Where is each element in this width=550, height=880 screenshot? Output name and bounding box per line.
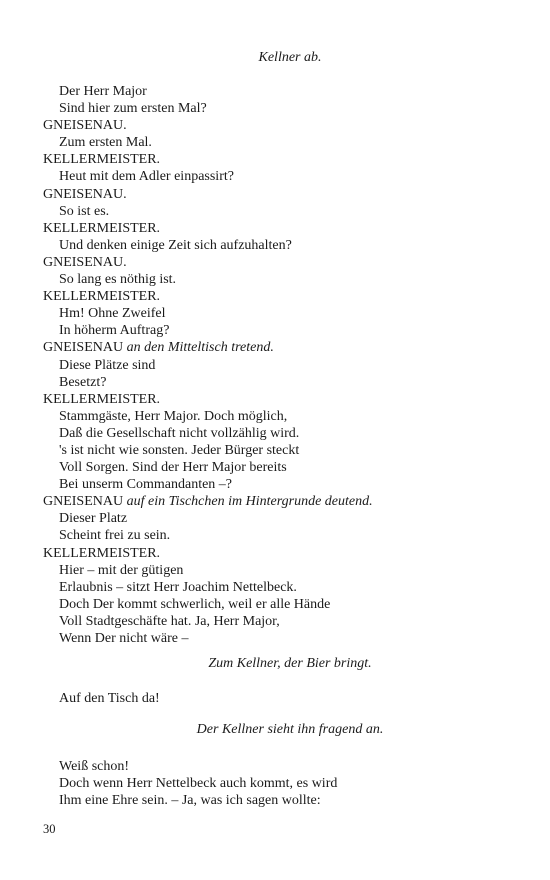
verse-text: So lang es nöthig ist. [59,272,177,288]
verse-line [43,425,523,442]
verse-line: Doch wenn Herr Nettelbeck auch kommt, es wird [59,776,338,792]
verse-text: Der Herr Major [59,84,147,99]
verse-text: Und denken einige Zeit sich aufzuhalten? [59,237,292,253]
verse-text: Bei unserm Commandanten –? [59,477,233,493]
verse-text: Daß die Gesellschaft nicht vollzählig wird. [59,425,300,441]
verse-text: Heut mit dem Adler einpassirt? [59,169,234,185]
verse-text: Diese Plätze sind [59,357,156,373]
verse-text: So ist es. [59,203,110,219]
speaker-label: KELLERMEISTER. [43,152,161,168]
speaker-name [43,339,523,356]
verse-line [43,476,523,493]
speaker-label: GNEISENAU. [43,254,127,270]
verse-line [43,322,523,339]
verse-line [43,459,523,476]
verse-line [43,442,523,459]
verse-text: 's ist nicht wie sonsten. Jeder Bürger steckt [59,442,300,458]
stage-direction-kellner-fragend: Der Kellner sieht ihn fragend an. [196,722,384,737]
speaker-name [43,254,523,271]
verse-line [43,168,523,185]
speaker-name [43,220,523,237]
page-number: 30 [43,822,56,836]
verse-text: Besetzt? [59,374,107,390]
verse-line [43,134,523,151]
verse-text: Voll Stadtgeschäfte hat. Ja, Herr Major, [59,613,280,629]
verse-line: Auf den Tisch da! [59,691,160,706]
speaker-name [43,186,523,203]
verse-line [43,408,523,425]
speaker-label: GNEISENAU. [43,186,127,202]
verse-line [43,527,523,544]
speaker-name [43,117,523,134]
dialogue-tail [59,758,337,809]
stage-direction-zum-kellner: Zum Kellner, der Bier bringt. [208,656,372,671]
dialogue-block [43,83,523,647]
verse-line [43,203,523,220]
verse-line [43,357,523,374]
verse-line [43,374,523,391]
speaker-label: GNEISENAU. [43,118,127,134]
verse-text: Hier – mit der gütigen [59,562,184,578]
verse-text: Scheint frei zu sein. [59,528,171,544]
stage-direction-kellner-ab: Kellner ab. [258,50,322,65]
speaker-label: GNEISENAU [43,340,124,356]
verse-text: Wenn Der nicht wäre – [59,631,189,646]
speaker-label: GNEISENAU [43,494,124,510]
verse-text: Voll Sorgen. Sind der Herr Major bereits [59,460,287,476]
verse-text: Doch Der kommt schwerlich, weil er alle Hände [59,596,331,612]
speaker-label: KELLERMEISTER. [43,545,161,561]
verse-line-tisch [59,690,160,707]
verse-line [43,305,523,322]
speaker-label: KELLERMEISTER. [43,391,161,407]
verse-line [43,613,523,630]
verse-line [43,100,523,117]
verse-line [43,562,523,579]
speaker-name [43,545,523,562]
speaker-name [43,391,523,408]
verse-line [43,596,523,613]
speaker-name [43,288,523,305]
stage-direction-inline: auf ein Tischchen im Hintergrunde deutend. [126,494,373,510]
verse-line [43,83,523,100]
verse-line [43,630,523,647]
speaker-label: KELLERMEISTER. [43,289,161,305]
speaker-name [43,493,523,510]
verse-line: Ihm eine Ehre sein. – Ja, was ich sagen wollte: [59,793,321,809]
verse-text: Hm! Ohne Zweifel [59,306,166,322]
verse-line: Weiß schon! [59,759,130,774]
speaker-name [43,151,523,168]
verse-text: Sind hier zum ersten Mal? [59,101,207,117]
verse-text: Erlaubnis – sitzt Herr Joachim Nettelbeck. [59,579,297,595]
verse-line [43,237,523,254]
speaker-label: KELLERMEISTER. [43,220,161,236]
verse-text: In höherm Auftrag? [59,323,170,339]
verse-text: Stammgäste, Herr Major. Doch möglich, [59,408,288,424]
verse-text: Zum ersten Mal. [59,135,152,151]
verse-text: Dieser Platz [59,511,128,527]
verse-line [43,271,523,288]
verse-line [43,510,523,527]
verse-line [43,579,523,596]
stage-direction-inline: an den Mitteltisch tretend. [126,340,274,356]
